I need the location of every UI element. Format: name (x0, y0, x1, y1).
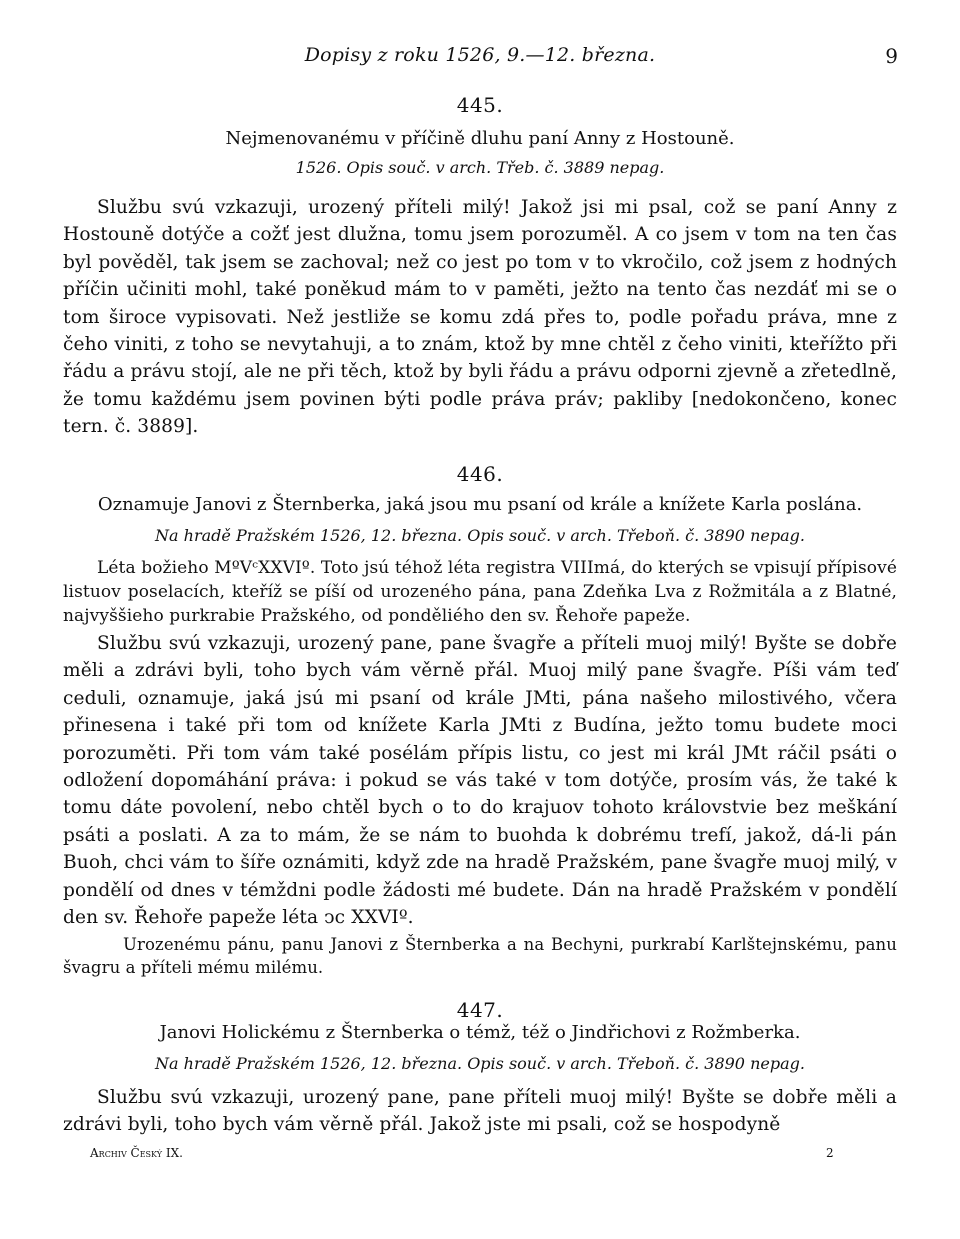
document-source-446: Na hradě Pražském 1526, 12. března. Opis souč. v arch. Třeboň. č. 3890 nepag. (155, 526, 805, 545)
document-heading-445: Nejmenovanému v příčině dluhu paní Anny z Hostouně. (225, 128, 735, 149)
document-number-447: 447. (456, 998, 504, 1022)
document-address-446: Urozenému pánu, panu Janovi z Šternberka a na Bechyni, purkrabí Karlštejnskému, panu švagru a příteli mému milému. (63, 935, 897, 977)
document-text-446: Službu svú vzkazuji, urozený pane, pane švagře a příteli muoj milý! Byšte se dobře měli a zdrávi byli, toho bych vám věrně přál. Muoj milý pane švagře. Píši vám teď ceduli, oznamuje, jaká jsú mi psaní od krále JMti, pána našeho milostivého, včera přinesena i také při tom od knížete Karla JMti z Budína, ježto tomu budete moci porozuměti. Při tom vám také posélám přípis listu, co jest mi král JMt ráčil psáti o odložení dopomáhání práva: i pokud se vás také v tom dotýče, prosím vás, že také k tomu dáte povolení, nebo chtěl bych o to do krajuov tohoto královstvie bez meškání psáti a poslati. A za to mám, že se nám to buohda k dobrému trefí, jakož, dá-li pán Buoh, chci vám to šíře oznámiti, když zde na hradě Pražském, pane švagře muoj milý, v pondělí od dnes v témždni podle žádosti mé budete. Dán na hradě Pražském v pondělí den sv. Řehoře papeže léta ͻc XXVIº. (63, 633, 897, 929)
running-title: Dopisy z roku 1526, 9.—12. března. (304, 44, 656, 66)
running-header (0, 44, 960, 74)
document-heading-447: Janovi Holickému z Šternberka o témž, též o Jindřichovi z Rožmberka. (159, 1022, 801, 1043)
document-source-447: Na hradě Pražském 1526, 12. března. Opis souč. v arch. Třeboň. č. 3890 nepag. (155, 1054, 805, 1073)
document-intro-446: Léta božieho MºVᶜXXVIº. Toto jsú téhož léta registra VIIImá, do kterých se vpisují přípisové listuov poselacích, kteříž se píší od urozeného pána, pana Zdeňka Lva z Rožmitála a z Blatné, najvyššieho purkrabie Pražského, od ponděliého den sv. Řehoře papeže. (63, 558, 897, 626)
document-number-445: 445. (456, 93, 504, 117)
document-source-445: 1526. Opis souč. v arch. Třeb. č. 3889 nepag. (295, 158, 665, 177)
document-heading-446: Oznamuje Janovi z Šternberka, jaká jsou mu psaní od krále a knížete Karla poslána. (97, 494, 863, 515)
document-text-447: Službu svú vzkazuji, urozený pane, pane příteli muoj milý! Byšte se dobře měli a zdrávi byli, toho bych vám věrně přál. Jakož jste mi psali, což se hospodyně (63, 1087, 897, 1136)
document-number-446: 446. (456, 462, 504, 486)
page-number: 9 (885, 44, 898, 68)
document-text-445: Službu svú vzkazuji, urozený příteli milý! Jakož jsi mi psal, což se paní Anny z Hostouně dotýče a cožť jest dlužna, tomu jsem porozuměl. A co jsem v tom na ten čas byl pověděl, tak jsem se zachoval; než co jest po tom v to vkročilo, což jsem z hodných příčin učiniti mohl, také poněkud mám to v paměti, ježto na tento čas nezdáť mi se o tom široce vypisovati. Než jestliže se komu zdá přes to, podle pořadu práva, mne z čeho viniti, z toho se nevytahuji, a to znám, ktož by mne chtěl z čeho viniti, kteřížto při řádu a právu stojí, ale ne při těch, ktož by byli řádu a právu odporni zjevně a zřetedlně, že tomu každému jsem povinen býti podle práva práv; pakliby [nedokončeno, konec tern. č. 3889]. (63, 197, 897, 438)
footer-sheet-number: 2 (826, 1146, 834, 1160)
footer-signature: Archiv Český IX. (90, 1146, 183, 1160)
